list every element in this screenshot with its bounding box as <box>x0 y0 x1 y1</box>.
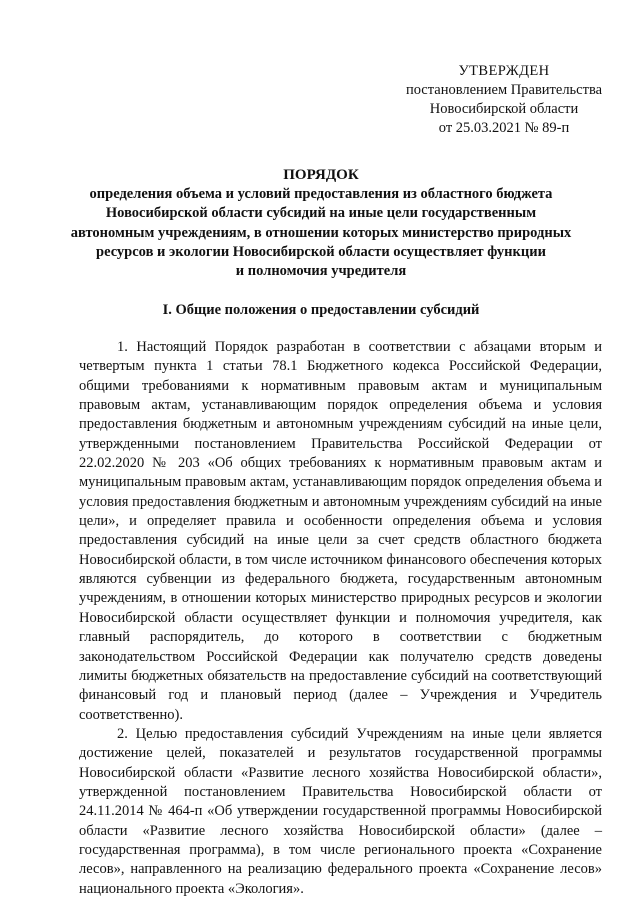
title-line: и полномочия учредителя <box>235 263 407 280</box>
document-body <box>79 338 602 899</box>
title-line: Новосибирской области субсидий на иные цели государственным <box>105 205 537 222</box>
paragraph-2: 2. Целью предоставления субсидий Учреждениям на иные цели является достижение целей, показателей и результатов государственной программы Новосибирской области «Развитие лесного хозяйства Новосибирской области», утвержденной постановлением Правительства Новосибирской области от 24.11.2014 № 464-п «Об утверждении государственной программы Новосибирской области «Развитие лесного хозяйства Новосибирской области» (далее – государственная программа), в том числе регионального проекта «Сохранение лесов», направленного на реализацию федерального проекта «Сохранение лесов» национального проекта «Экология». <box>79 725 602 897</box>
approval-line-2: Новосибирской области <box>429 101 579 117</box>
title-line: ресурсов и экологии Новосибирской области осуществляет функции <box>96 243 546 260</box>
title-main: ПОРЯДОК <box>283 167 359 183</box>
approval-heading: УТВЕРЖДЕН <box>458 63 550 79</box>
section-heading: I. Общие положения о предоставлении субсидий <box>162 302 480 318</box>
approval-line-1: постановлением Правительства <box>405 82 603 98</box>
title-line: автономным учреждениям, в отношении которых министерство природных <box>70 224 572 241</box>
approval-line-3: от 25.03.2021 № 89-п <box>438 120 570 136</box>
document-title <box>60 166 582 281</box>
title-line: определения объема и условий предоставления из областного бюджета <box>89 186 553 203</box>
approval-stamp <box>384 62 624 138</box>
paragraph-1: 1. Настоящий Порядок разработан в соответствии с абзацами вторым и четвертым пункта 1 статьи 78.1 Бюджетного кодекса Российской Федерации, общими требованиями к нормативным правовым актам и муниципальным правовым актам, устанавливающим порядок определения объема и условия предоставления бюджетным и автономным учреждениям субсидий на иные цели, утвержденными постановлением Правительства Российской Федерации от 22.02.2020 № 203 «Об общих требованиях к нормативным правовым актам и муниципальным правовым актам, устанавливающим порядок определения объема и условия предоставления бюджетным и автономным учреждениям субсидий на иные цели», и определяет правила и особенности определения объема и условия предоставления субсидий на иные цели за счет средств областного бюджета Новосибирской области, в том числе источником финансового обеспечения которых являются субвенции из федерального бюджета, государственным автономным учреждениям, в отношении которых министерство природных ресурсов и экологии Новосибирской области осуществляет функции и полномочия учредителя, как главный распорядитель, до которого в соответствии с бюджетным законодательством Российской Федерации как получателю средств доведены лимиты бюджетных обязательств на предоставление субсидий на соответствующий финансовый год и плановый период (далее – Учреждения и Учредитель соответственно). <box>79 339 602 723</box>
